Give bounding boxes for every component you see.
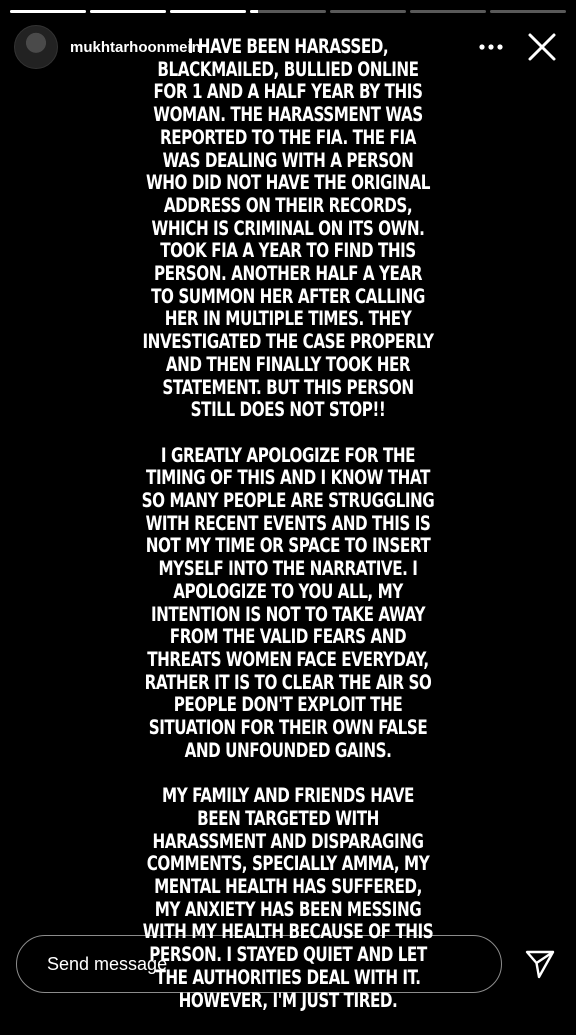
more-options-button[interactable]: [474, 30, 508, 64]
story-paragraph: I GREATLY APOLOGIZE FOR THE TIMING OF THIS AND I KNOW THAT SO MANY PEOPLE ARE STRUGGLING WITH RECENT EVENTS AND THIS IS NOT MY TIME OR SPACE TO INSERT MYSELF INTO THE NARRATIVE. I APOLOGIZE TO YOU ALL, MY INTENTION IS NOT TO TAKE AWAY FROM THE VALID FEARS AND THREATS WOMEN FACE EVERYDAY, RATHER IT IS TO CLEAR THE AIR SO PEOPLE DON'T EXPLOIT THE SITUATION FOR THEIR OWN FALSE AND UNFOUNDED GAINS.: [141, 443, 435, 762]
progress-segment: [410, 10, 486, 13]
more-horizontal-icon: [479, 43, 503, 51]
username[interactable]: mukhtarhoonmein: [70, 38, 201, 56]
progress-segment: [250, 10, 326, 13]
send-message-placeholder: Send message: [47, 953, 168, 974]
close-icon: [527, 32, 557, 62]
story-paragraph: I HAVE BEEN HARASSED, BLACKMAILED, BULLIED ONLINE FOR 1 AND A HALF YEAR BY THIS WOMAN. THE HARASSMENT WAS REPORTED TO THE FIA. THE FIA WAS DEALING WITH A PERSON WHO DID NOT HAVE THE ORIGINAL ADDRESS ON THEIR RECORDS, WHICH IS CRIMINAL ON ITS OWN. TOOK FIA A YEAR TO FIND THIS PERSON. ANOTHER HALF A YEAR TO SUMMON HER AFTER CALLING HER IN MULTIPLE TIMES. THEY INVESTIGATED THE CASE PROPERLY AND THEN FINALLY TOOK HER STATEMENT. BUT THIS PERSON STILL DOES NOT STOP!!: [142, 35, 434, 422]
header-actions: [474, 27, 562, 67]
avatar[interactable]: [14, 25, 58, 69]
story-text: [141, 36, 434, 1035]
close-button[interactable]: [522, 27, 562, 67]
progress-segment: [10, 10, 86, 13]
progress-segment: [490, 10, 566, 13]
story-paragraph: MY FAMILY AND FRIENDS HAVE BEEN TARGETED WITH HARASSMENT AND DISPARAGING COMMENTS, SPECIALLY AMMA, MY MENTAL HEALTH HAS SUFFERED, MY ANXIETY HAS BEEN MESSING WITH MY HEALTH BECAUSE OF THIS PERSON. I STAYED QUIET AND LET THE AUTHORITIES DEAL WITH IT. HOWEVER, I'M JUST TIRED.: [142, 784, 434, 1012]
story-progress-bar: [10, 10, 566, 13]
progress-segment: [170, 10, 246, 13]
send-button[interactable]: [520, 944, 560, 984]
progress-segment: [330, 10, 406, 13]
send-icon: [524, 948, 556, 980]
story-header: [14, 26, 562, 68]
progress-segment: [90, 10, 166, 13]
send-message-input[interactable]: [16, 935, 502, 993]
story-footer: [16, 934, 560, 994]
